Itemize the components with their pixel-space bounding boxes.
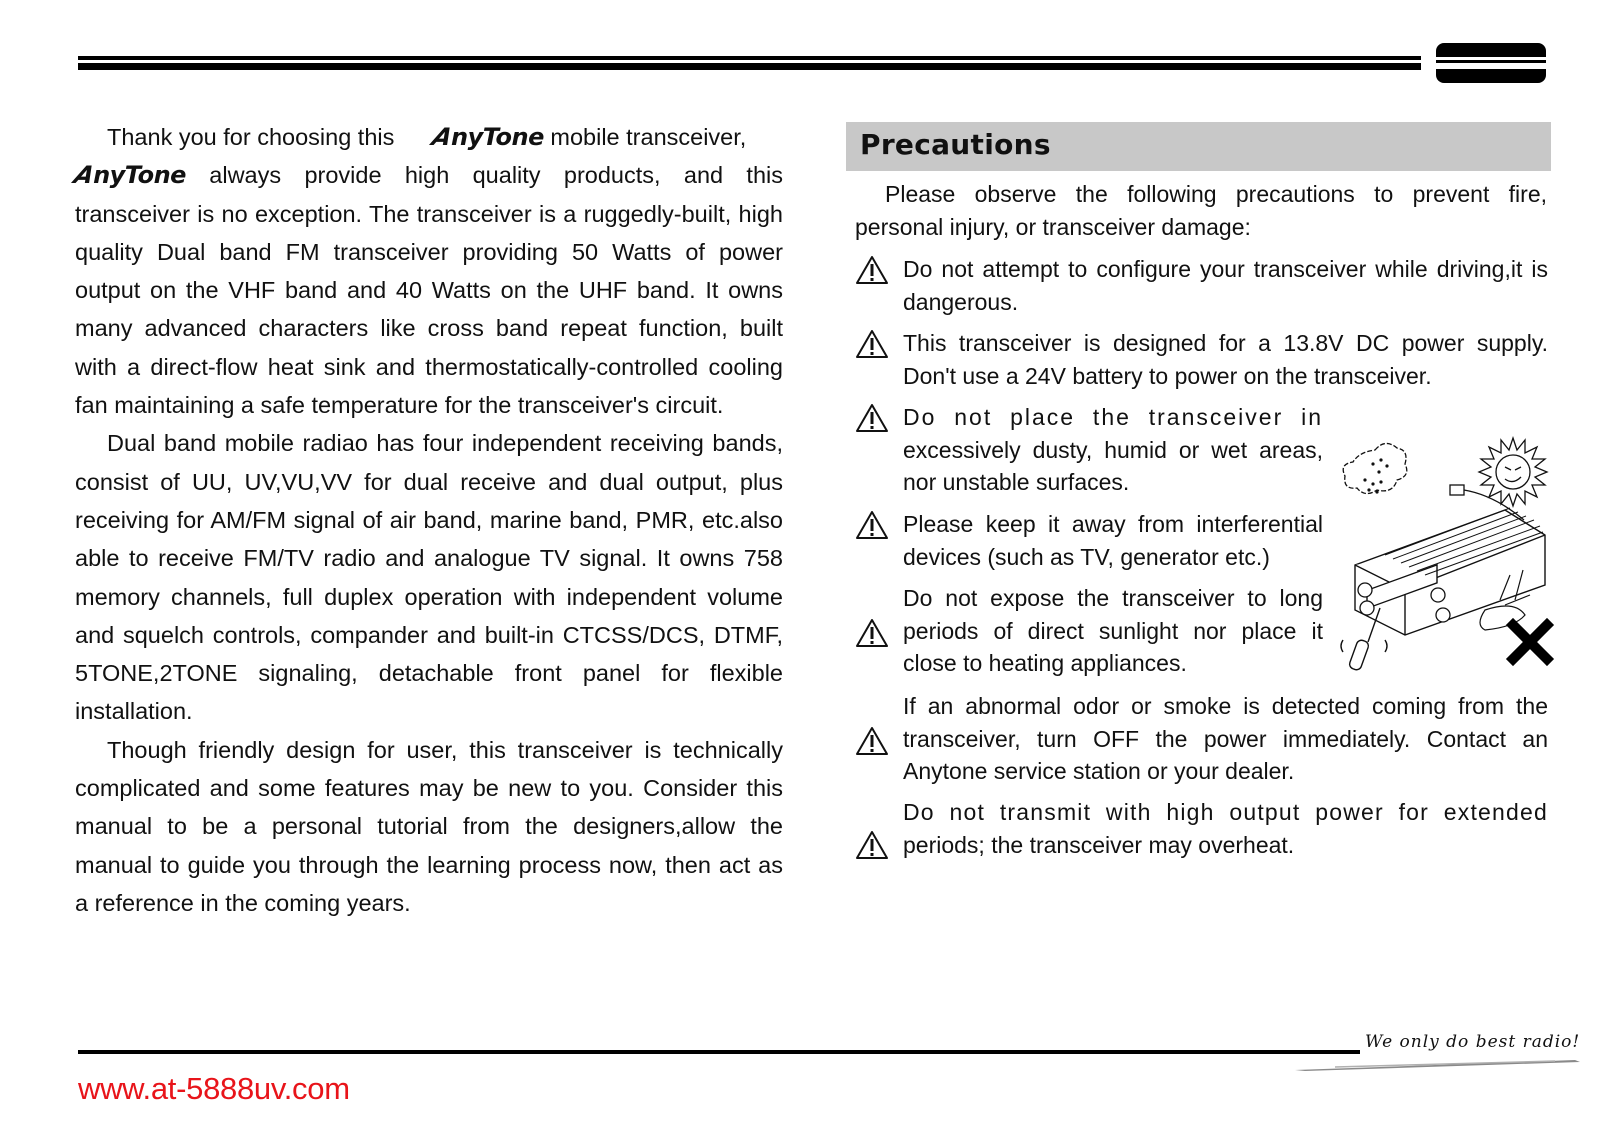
intro-text: always provide high quality products, and this transceiver is no exception. The transceiver is a ruggedly-built, high quality Dual band FM transceiver providing 50 Watts of power output on the VHF band and 40 Watts on the UHF band. It owns many advanced characters like cross band repeat function, built with a direct-flow heat sink and thermostatically-controlled cooling fan maintaining a safe temperature for the transceiver's circuit. [75,162,783,419]
intro-text: mobile transceiver, [543,124,747,150]
brand-logo: AnyTone [70,161,186,190]
footer-tagline: We only do best radio! [1365,1032,1581,1052]
precaution-text: Do not place the transceiver in excessively dusty, humid or wet areas, nor unstable surfaces. [903,404,1323,495]
tab-stripe [1436,63,1546,69]
warning-triangle-icon [855,510,889,540]
warning-triangle-icon [855,618,889,648]
header-tab-marker [1436,43,1546,83]
dust-cloud-icon [1343,443,1407,493]
intro-text: Thank you for choosing this [107,124,401,150]
footer-rule [78,1050,1360,1054]
intro-paragraph-1-cont [70,156,783,424]
warning-triangle-icon [855,255,889,285]
brand-logo: AnyTone [428,123,544,151]
prohibited-x-icon [1513,625,1547,659]
brush-stroke-decoration [1295,1058,1585,1072]
warning-triangle-icon [855,830,889,860]
tab-stripe [1436,57,1546,60]
precaution-text: Do not transmit with high output power for extended periods; the transceiver may overheat. [903,799,1548,858]
warning-triangle-icon [855,726,889,756]
website-link[interactable]: www.at-5888uv.com [78,1071,350,1106]
sun-icon [1479,438,1547,506]
warning-triangle-icon [855,403,889,433]
precautions-intro [855,178,1547,244]
precaution-text: Do not expose the transceiver to long periods of direct sunlight nor place it close to heating appliances. [903,585,1323,676]
precautions-title: Precautions [860,128,1051,161]
precaution-text: Do not attempt to configure your transceiver while driving,it is dangerous. [903,256,1548,315]
precautions-intro-text: Please observe the following precautions to prevent fire, personal injury, or transceiver damage: [855,181,1547,240]
header-rule-thick [78,63,1421,70]
warning-triangle-icon [855,329,889,359]
intro-paragraph-1 [75,118,783,156]
intro-column [70,118,783,922]
dust-particles [1363,458,1388,493]
precautions-header [846,122,1551,171]
header-rule-thin [78,56,1421,60]
precaution-text: This transceiver is designed for a 13.8V DC power supply. Don't use a 24V battery to power on the transceiver. [903,330,1548,389]
transceiver-hazard-illustration [1335,430,1565,675]
precaution-text: If an abnormal odor or smoke is detected coming from the transceiver, turn OFF the power immediately. Contact an Anytone service station or your dealer. [903,693,1548,784]
precaution-text: Please keep it away from interferential devices (such as TV, generator etc.) [903,511,1323,570]
intro-paragraph-3: Though friendly design for user, this transceiver is technically complicated and some features may be new to you. Consider this manual to be a personal tutorial from the designers,allow the manual to guide you through the learning process now, then act as a reference in the coming years. [75,736,783,916]
intro-paragraph-2: Dual band mobile radiao has four independent receiving bands, consist of UU, UV,VU,VV for dual receive and dual output, plus receiving for AM/FM signal of air band, marine band, PMR, etc.also able to receive FM/TV radio and analogue TV signal. It owns 758 memory channels, full duplex operation with independent volume and squelch controls, compander and built-in CTCSS/DCS, DTMF, 5TONE,2TONE signaling, detachable front panel for flexible installation. [75,430,783,725]
